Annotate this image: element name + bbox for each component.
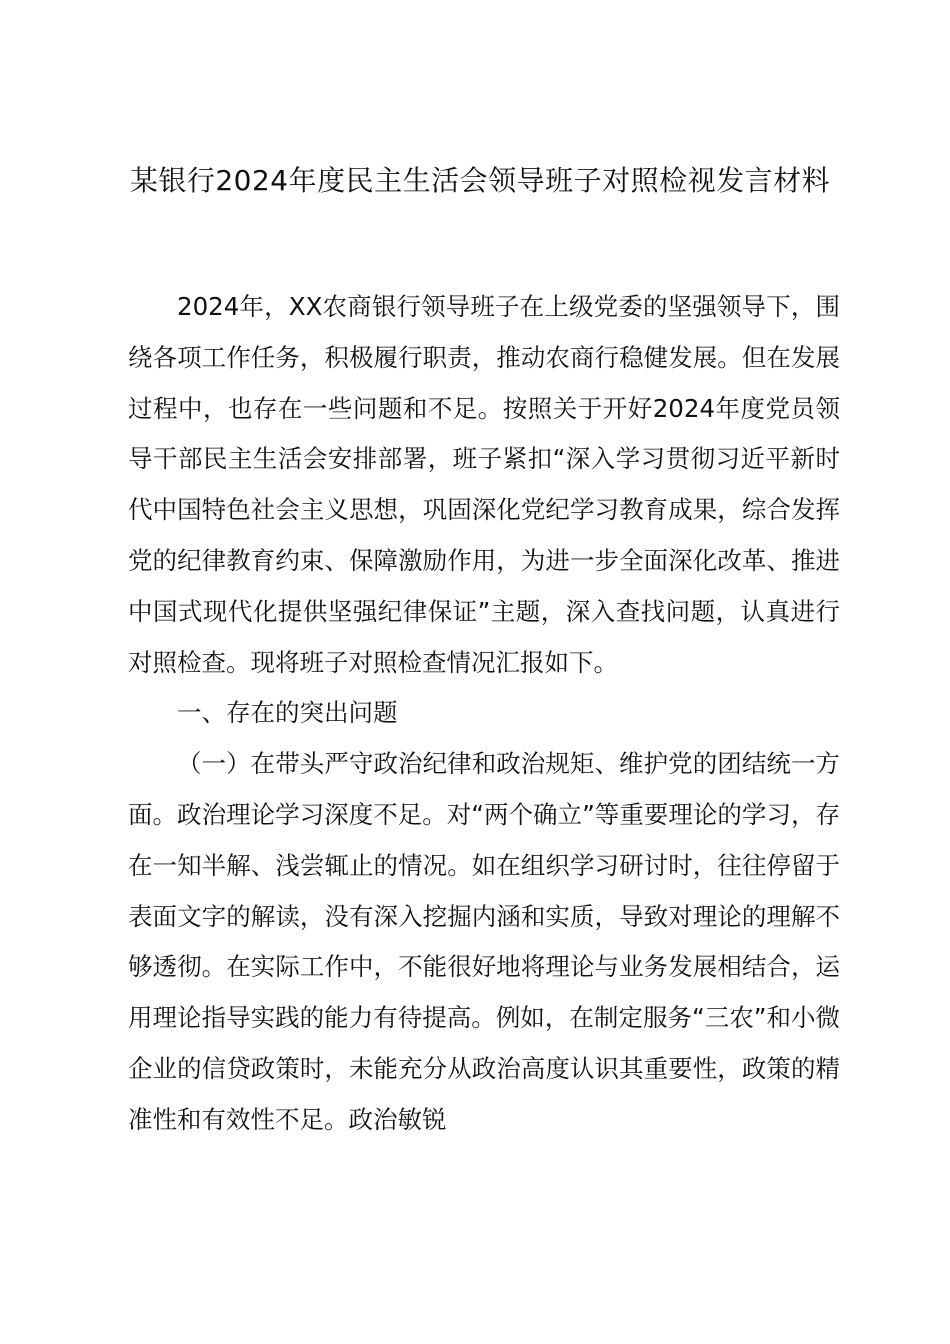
- paragraph-intro: 2024年，XX农商银行领导班子在上级党委的坚强领导下，围绕各项工作任务，积极履行职责，推动农商行稳健发展。但在发展过程中，也存在一些问题和不足。按照关于开好2024年度党员领导干部民主生活会安排部署，班子紧扣“深入学习贯彻习近平新时代中国特色社会主义思想，巩固深化党纪学习教育成果，综合发挥党的纪律教育约束、保障激励作用，为进一步全面深化改革、推进中国式现代化提供坚强纪律保证”主题，深入查找问题，认真进行对照检查。现将班子对照检查情况汇报如下。: [128, 292, 840, 677]
- document-title: 某银行2024年度民主生活会领导班子对照检视发言材料: [129, 164, 831, 197]
- document-body: [128, 282, 840, 1146]
- paragraph-section-1: （一）在带头严守政治纪律和政治规矩、维护党的团结统一方面。政治理论学习深度不足。对“两个确立”等重要理论的学习，存在一知半解、浅尝辄止的情况。如在组织学习研讨时，往往停留于表面文字的解读，没有深入挖掘内涵和实质，导致对理论的理解不够透彻。在实际工作中，不能很好地将理论与业务发展相结合，运用理论指导实践的能力有待提高。例如，在制定服务“三农”和小微企业的信贷政策时，未能充分从政治高度认识其重要性，政策的精准性和有效性不足。政治敏锐: [128, 749, 840, 1134]
- section-heading: 一、存在的突出问题: [177, 698, 398, 728]
